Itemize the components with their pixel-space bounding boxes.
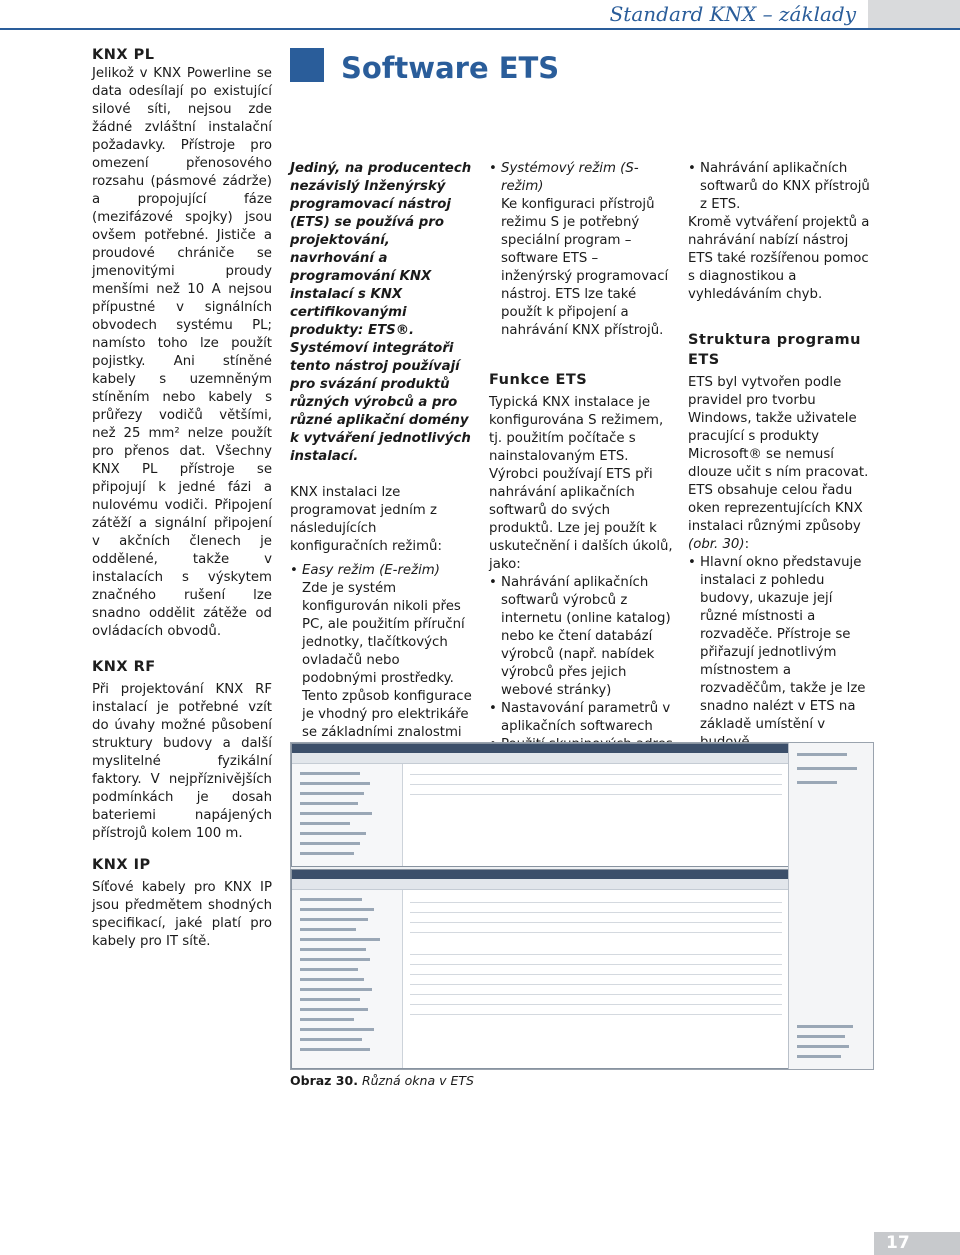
system-mode-list	[489, 160, 673, 340]
title-square	[290, 48, 324, 82]
system-mode-text: Ke konfiguraci přístrojů režimu S je potřebný speciální program – software ETS – inženýrský programovací nástroj. ETS lze také použít k připojení a nahrávání KNX přístrojů.	[501, 197, 669, 338]
lead-paragraph: Jediný, na producentech nezávislý Inženýrský programovací nástroj (ETS) se používá pro projektování, navrhování a programování KNX instalací s KNX certifikovanými produkty: ETS®. Systémoví integrátoři tento nástroj používají pro svázání produktů různých výrobců a pro různé aplikační domény k vytváření jednotlivých instalací.	[290, 161, 472, 464]
caption-label: Obraz 30.	[290, 1073, 358, 1088]
system-mode-title: Systémový režim (S-režim)	[501, 161, 639, 194]
paragraph-diagnostics: Kromě vytváření projektů a nahrávání nabízí nástroj ETS také rozšířenou pomoc s diagnostikou a vyhledáváním chyb.	[688, 215, 870, 302]
list-item: • Nahrávání aplikačních softwarů do KNX přístrojů z ETS.	[688, 160, 870, 214]
list-item: • Nahrávání aplikačních softwarů výrobců z internetu (online katalog) nebo ke čtení databází výrobců (např. nabídek výrobců přes jejich webové stránky)	[489, 574, 673, 700]
column-3	[489, 160, 673, 826]
header-band	[868, 0, 960, 28]
column-1	[92, 45, 272, 951]
list-item: • Nastavování parametrů v aplikačních softwarech	[489, 700, 673, 736]
upload-list	[688, 160, 870, 214]
figure-caption	[290, 1073, 474, 1089]
ets-screenshot	[290, 742, 874, 1070]
page-number-band	[874, 1232, 960, 1255]
figure-reference: (obr. 30)	[688, 537, 745, 552]
paragraph-modes: KNX instalaci lze programovat jedním z následujících konfiguračních režimů:	[290, 485, 442, 554]
heading-knx-ip: KNX IP	[92, 857, 151, 873]
page-title: Software ETS	[341, 51, 560, 85]
running-header: Standard KNX – základy	[609, 2, 856, 26]
list-item	[489, 160, 673, 340]
ets-group-address-window	[291, 743, 789, 867]
struktura-colon: :	[744, 537, 750, 552]
ets-properties-pane	[788, 743, 873, 1069]
easy-mode-text: Zde je systém konfigurován nikoli přes PC, ale použitím příruční jednotky, tlačítkových ovladačů nebo podobnými prostředky. Tento způsob konfigurace je vhodný pro elektrikáře se základními znalostmi	[302, 581, 472, 740]
paragraph-funkce-ets: Typická KNX instalace je konfigurována S režimem, tj. použitím počítače s nainstalovaným ETS. Výrobci používají ETS při nahrávání aplikačních softwarů do svých produktů. Lze jej použít k uskutečnění i dalších úkolů, jako:	[489, 395, 673, 572]
paragraph-knx-pl: Jelikož v KNX Powerline se data odesílají po existující silové síti, nejsou zde žádné zvláštní instalační požadavky. Přístroje pro omezení přenosového rozsahu (pásmové zádrže) a propojující fáze (mezifázové spojky) jsou ovšem potřebné. Jističe a proudové chrániče se jmenovitými proudy menšími než 10 A nejsou přípustné v signálních obvodech systému PL; namísto toho lze použít pojistky. Ani stíněné kabely s uzemněným stíněním nebo kabely s průřezy vodičů většími, než 25 mm² nelze použít pro přenos dat. Všechny KNX PL přístroje se připojují k jedné fázi a nulovému vodiči. Připojení zátěží a signální připojení v akčních členech je oddělené, takže v instalacích s výskytem značného rušení lze snadno oddělit zátěže od ovládacích obvodů.	[92, 66, 272, 639]
struktura-text: ETS byl vytvořen podle pravidel pro tvorbu Windows, takže uživatele pracující s produkty Microsoft® se nemusí dlouze učit s ním pracovat. ETS obsahuje celou řadu oken reprezentujících KNX instalaci různými způsoby	[688, 375, 869, 534]
caption-text: Různá okna v ETS	[361, 1073, 474, 1088]
easy-mode-title: Easy režim (E-režim)	[302, 563, 440, 578]
paragraph-knx-ip: Síťové kabely pro KNX IP jsou předmětem shodných specifikací, jaké platí pro kabely pro IT sítě.	[92, 880, 272, 949]
heading-funkce-ets: Funkce ETS	[489, 372, 588, 388]
paragraph-struktura	[688, 374, 870, 554]
heading-knx-rf: KNX RF	[92, 659, 156, 675]
heading-struktura: Struktura programu ETS	[688, 332, 861, 368]
paragraph-knx-rf: Při projektování KNX RF instalací je potřebné vzít do úvahy možné působení struktury budovy a další myslitelné fyzikální faktory. V nejpříznivějších podmínkách je dosah bateriemi napájených přístrojů kolem 100 m.	[92, 682, 272, 841]
ets-building-window	[291, 869, 789, 1069]
column-4	[688, 160, 870, 842]
header-rule	[0, 28, 960, 30]
heading-knx-pl: KNX PL	[92, 47, 155, 63]
page-number: 17	[886, 1233, 910, 1253]
list-item: • Hlavní okno představuje instalaci z pohledu budovy, ukazuje její různé místnosti a rozvaděče. Přístroje se přiřazují jednotlivým místnostem a rozvaděčům, takže je lze snadno nalézt v ETS na základě umístění v	[688, 554, 870, 752]
